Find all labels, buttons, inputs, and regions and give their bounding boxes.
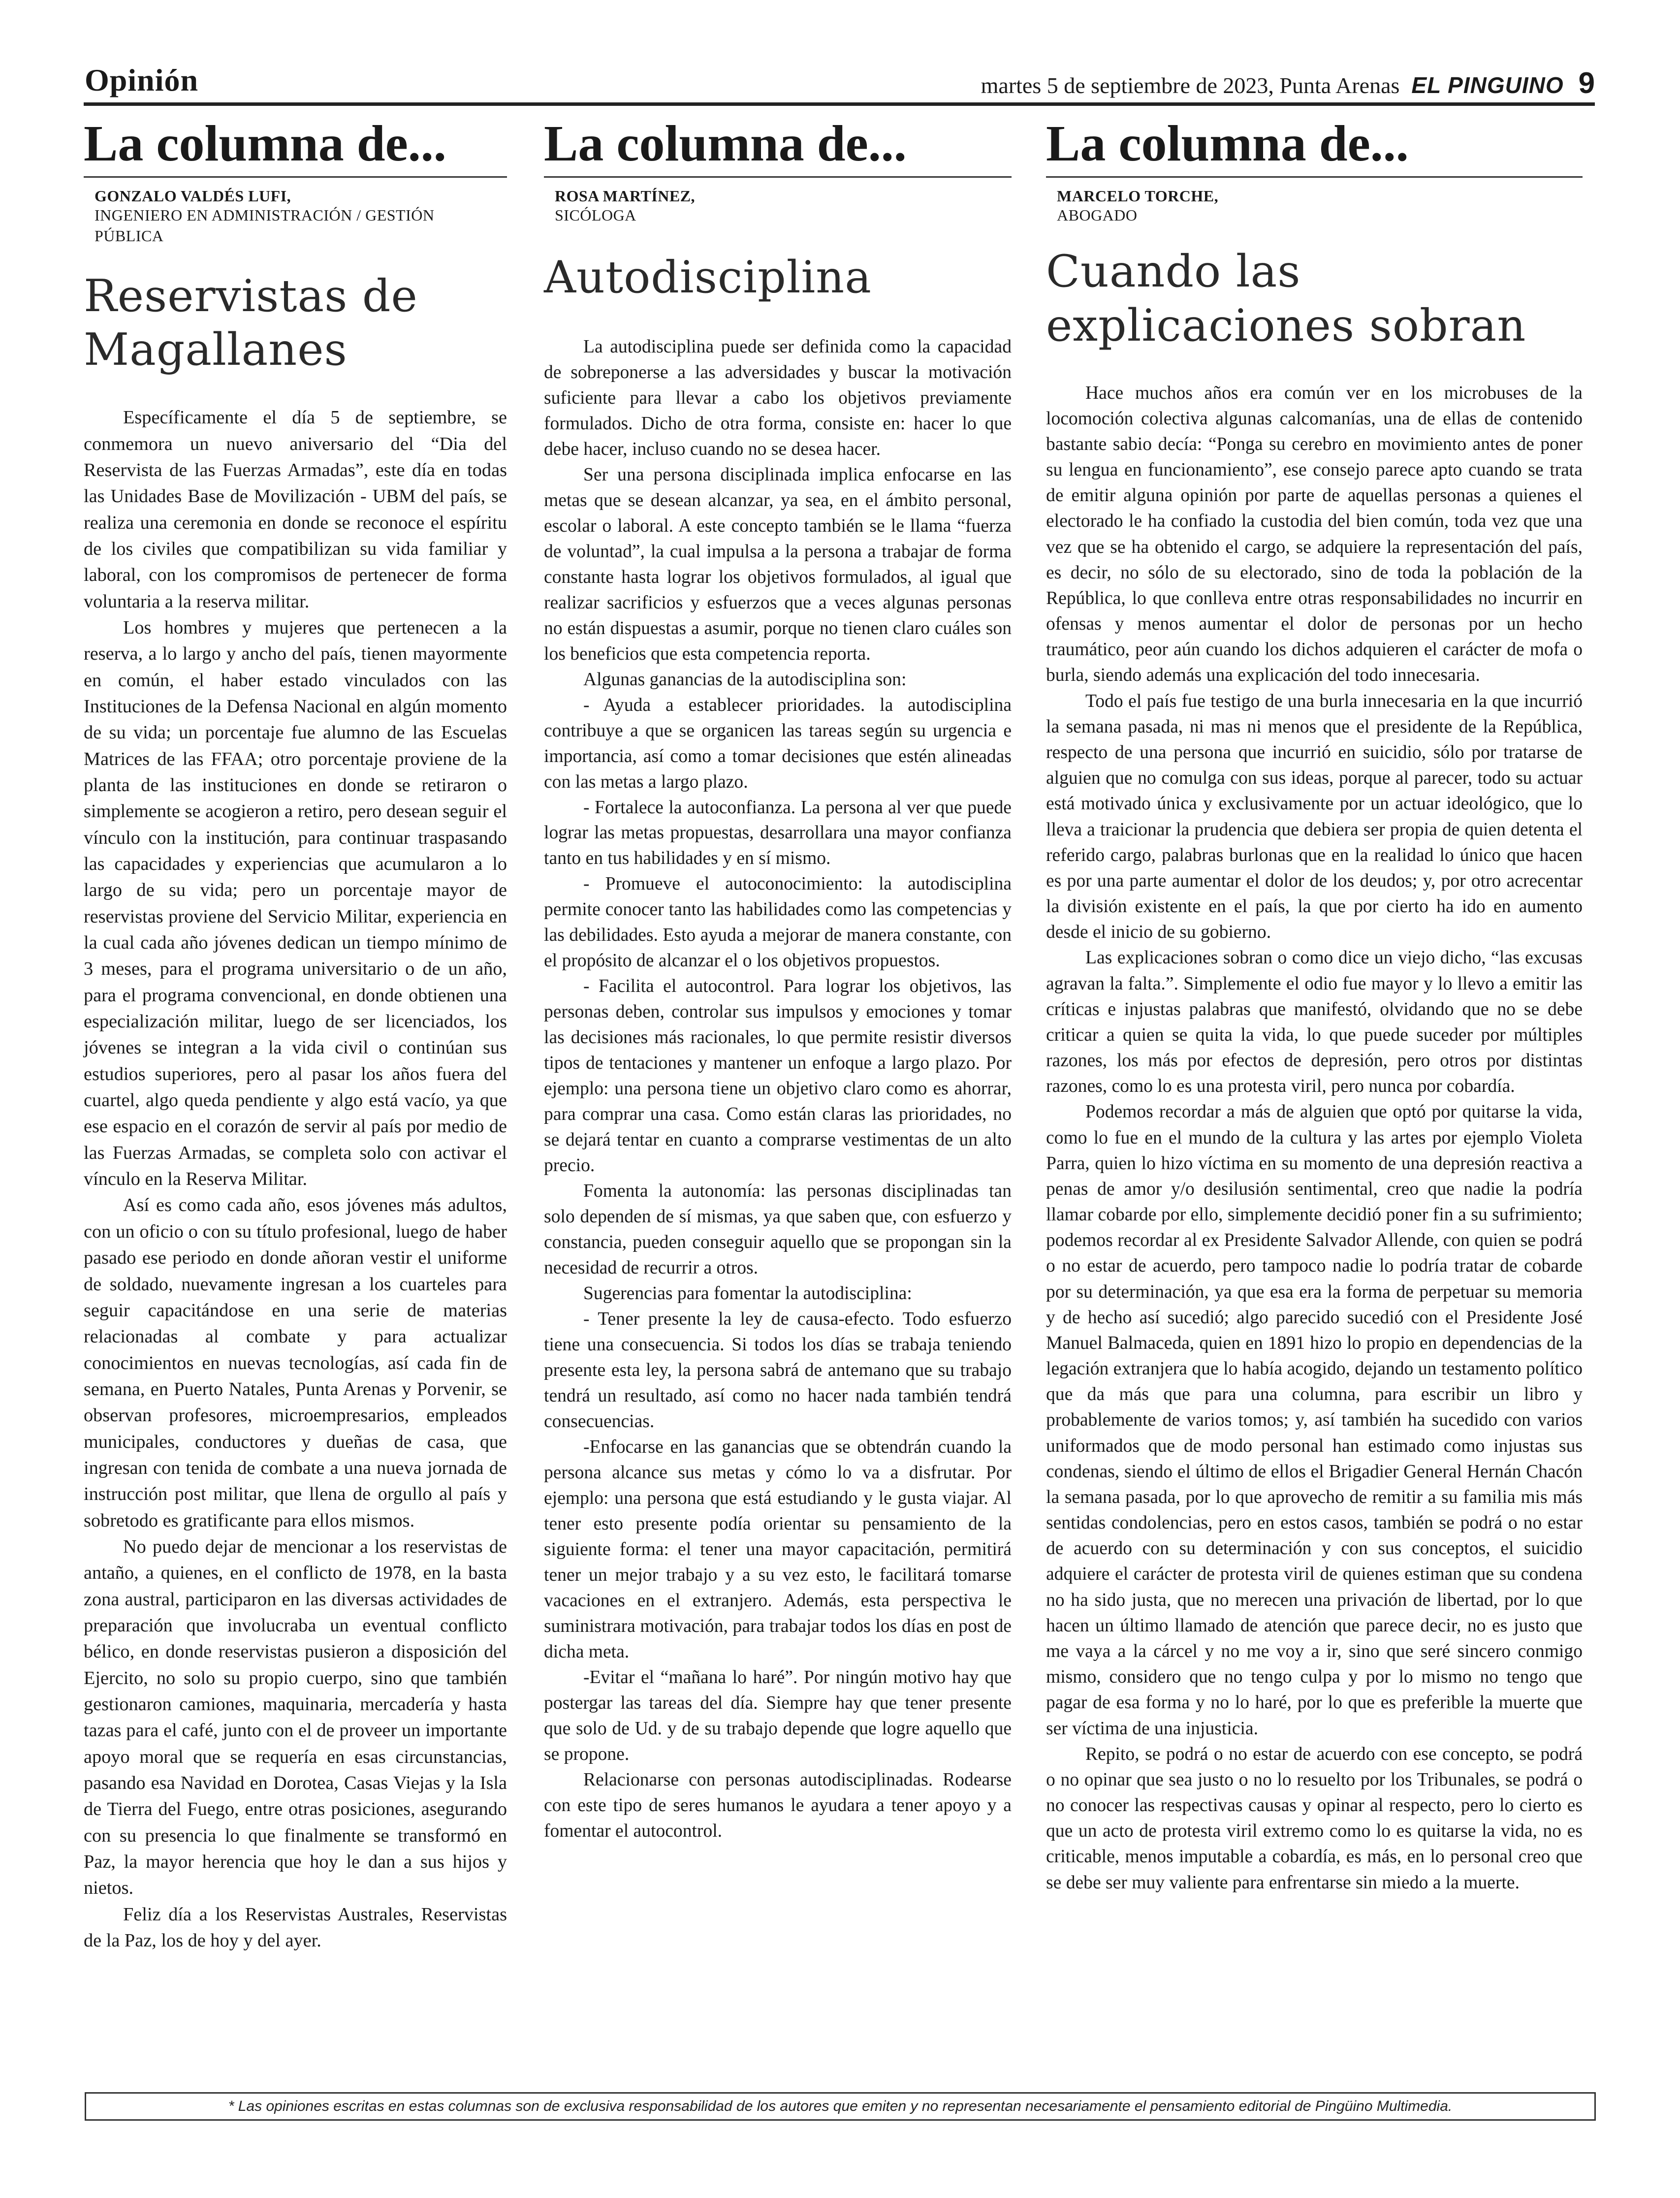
paragraph: - Facilita el autocontrol. Para lograr los objetivos, las personas deben, controlar sus impulsos y emociones y tomar las decisiones más racionales, lo que permite resistir diversos tipos de tentaciones y mantener un enfoque a largo plazo. Por ejemplo: una persona tiene un objetivo claro como es ahorrar, para comprar una casa. Como están claras las prioridades, no se dejará tentar en cuanto a comprarse vestimentas de un alto precio. [544,976,1012,1176]
opinion-column-1 [84,115,507,1954]
footer-disclaimer: * Las opiniones escritas en estas columnas son de exclusiva responsabilidad de los autores que emiten y no representan necesariamente el pensamiento editorial de Pingüino Multimedia. [85,2092,1596,2121]
paragraph: -Enfocarse en las ganancias que se obtendrán cuando la persona alcance sus metas y cómo lo va a disfrutar. Por ejemplo: una persona que está estudiando y le gusta viajar. Al tener esto presente podía orientar su pensamiento de la siguiente forma: el tener una mayor capacitación, permitirá tener un mejor trabajo y a su vez esto, le facilitará tomarse vacaciones en el extranjero. Además, esta perspectiva le suministrara motivación, para trabajar todos los días en post de dicha meta. [544,1437,1012,1662]
paragraph: -Evitar el “mañana lo haré”. Por ningún motivo hay que postergar las tareas del día. Siempre hay que tener presente que solo de Ud. y de su trabajo depende que logre aquello que se propone. [544,1667,1012,1764]
page-number: 9 [1578,66,1595,99]
author-name: ROSA MARTÍNEZ, [555,187,696,205]
paragraph: Hace muchos años era común ver en los microbuses de la locomoción colectiva algunas calcomanías, una de ellas de contenido bastante sabio decía: “Ponga su cerebro en movimiento antes de poner su lengua en funcionamiento”, ese consejo parece apto cuando se trata de emitir alguna opinión por parte de aquellas personas a quienes el electorado le ha confiado la custodia del bien común, toda vez que una vez que se ha obtenido el cargo, se adquiere la representación del país, es decir, no sólo de su electorado, sino de toda la población de la República, lo que conlleva entre otras responsabilidades no incurrir en ofensas y menos aumentar el dolor de personas por un hecho traumático, peor aún cuando los dichos adquieren el carácter de mofa o burla, siendo además una explicación del todo innecesaria. [1046,382,1583,686]
column-kicker: La columna de... [544,118,1012,178]
paragraph: Fomenta la autonomía: las personas disciplinadas tan solo dependen de sí mismas, ya que saben que, con esfuerzo y constancia, pueden conseguir aquello que se propongan sin la necesidad de recurrir a otros. [544,1181,1012,1278]
opinion-column-2 [544,115,1012,1844]
paragraph: - Tener presente la ley de causa-efecto. Todo esfuerzo tiene una consecuencia. Si todos los días se trabaja teniendo presente esta ley, la persona sabrá de antemano que su trabajo tendrá un resultado, así como no hacer nada también tendrá consecuencias. [544,1309,1012,1432]
author-role: SICÓLOGA [555,206,636,224]
paragraph: Todo el país fue testigo de una burla innecesaria en la que incurrió la semana pasada, ni mas ni menos que el presidente de la República, respecto de una persona que incurrió en suicidio, sólo por tratarse de alguien que no comulga con sus ideas, porque al parecer, todo su actuar está motivado única y exclusivamente por un actuar ideológico, que lo lleva a traicionar la prudencia que debiera ser propia de quien detenta el referido cargo, palabras burlonas que en la realidad lo único que hacen es por una parte aumentar el dolor de los deudos; y, por otro acrecentar la división existente en el país, la que por cierto ha ido en aumento desde el inicio de su gobierno. [1046,691,1583,943]
author-name: GONZALO VALDÉS LUFI, [95,187,291,205]
date-line: martes 5 de septiembre de 2023, Punta Arenas [981,73,1400,98]
article-headline: Autodisciplina [544,251,872,303]
paragraph: Específicamente el día 5 de septiembre, se conmemora un nuevo aniversario del “Dia del Reservista de las Fuerzas Armadas”, este día en todas las Unidades Base de Movilización - UBM del país, se realiza una ceremonia en donde se reconoce el espíritu de los civiles que compatibilizan su vida familiar y laboral, con los compromisos de pertenecer de forma voluntaria a la reserva militar. [84,407,507,612]
paragraph: Algunas ganancias de la autodisciplina son: [583,669,907,690]
paragraph: - Ayuda a establecer prioridades. la autodisciplina contribuye a que se organicen las tareas según su urgencia e importancia, así como a tomar decisiones que estén alineadas con las metas a largo plazo. [544,695,1012,792]
paragraph: Las explicaciones sobran o como dice un viejo dicho, “las excusas agravan la falta.”. Simplemente el odio fue mayor y lo llevo a emitir las críticas e injustas palabras que manifestó, olvidando que no se debe criticar a quien se quita la vida, lo que puede suceder por múltiples razones, los más por efectos de depresión, pero otros por distintas razones, como lo es una protesta viril, pero nunca por cobardía. [1046,948,1583,1097]
column-kicker: La columna de... [84,118,507,178]
paragraph: Podemos recordar a más de alguien que optó por quitarse la vida, como lo fue en el mundo de la cultura y las artes por ejemplo Violeta Parra, quien lo hizo víctima en su momento de una depresión reactiva a penas de amor y/o desilusión sentimental, creo que nadie la podría llamar cobarde por ello, simplemente decidió poner fin a su sufrimiento; podemos recordar al ex Presidente Salvador Allende, con quien se podrá o no estar de acuerdo, pero tampoco nadie lo podría tratar de cobarde por su determinación, ya que esa era la forma de perpetuar su memoria y de hecho así sucedió; algo parecido sucedió con el Presidente José Manuel Balmaceda, quien en 1891 hizo lo propio en dependencias de la legación extranjera que lo había acogido, dejando un testamento político que da más que para una columna, para escribir un libro y probablemente de varios tomos; y, así también ha sucedido con varios uniformados que de modo personal han estimado como injustas sus condenas, siendo el último de ellos el Brigadier General Hernán Chacón la semana pasada, por lo que aprovecho de remitir a su familia mis más sentidas condolencias, pero en estos casos, también se podrá o no estar de acuerdo con su determinación y con sus conceptos, el suicidio adquiere el carácter de protesta viril de quienes estiman que su condena no ha sido justa, que no merecen una privación de libertad, por lo que hacen un último llamado de atención que parece decir, no es justo que me vaya a la cárcel y no me voy a ir, sino que seré sincero conmigo mismo, considero que no tengo culpa y por lo mismo no tengo que pagar de esa forma y no lo haré, por lo que es preferible la muerte que ser víctima de una injusticia. [1046,1102,1583,1739]
paragraph: Sugerencias para fomentar la autodisciplina: [583,1283,912,1304]
paragraph: Ser una persona disciplinada implica enfocarse en las metas que se desean alcanzar, ya sea, en el ámbito personal, escolar o laboral. A este concepto también se le llama “fuerza de voluntad”, la cual impulsa a la persona a trabajar de forma constante hasta lograr los objetivos formulados, al igual que realizar sacrificios y esfuerzos que a veces algunas personas no están dispuestas a asumir, porque no tienen claro cuáles son los beneficios que esta competencia reporta. [544,464,1012,664]
article-body [84,405,507,1954]
paragraph: No puedo dejar de mencionar a los reservistas de antaño, a quienes, en el conflicto de 1978, en la basta zona austral, participaron en las diversas actividades de preparación que involucraba un eventual conflicto bélico, en donde reservistas pusieron a disposición del Ejercito, no solo su propio cuerpo, sino que también gestionaron camiones, maquinaria, mercadería y hasta tazas para el café, junto con el de proveer un importante apoyo moral que se requería en esas circunstancias, pasando esa Navidad en Dorotea, Casas Viejas y la Isla de Tierra del Fuego, entre otras posiciones, asegurando con su presencia lo que finalmente se transformó en Paz, la mayor herencia que hoy le dan a sus hijos y nietos. [84,1536,507,1899]
paragraph: - Promueve el autoconocimiento: la autodisciplina permite conocer tanto las habilidades como las competencias y las debilidades. Esto ayuda a mejorar de manera constante, con el propósito de alcanzar el o los objetivos propuestos. [544,874,1012,971]
header-info [981,66,1595,100]
column-kicker: La columna de... [1046,118,1583,178]
author-role: INGENIERO EN ADMINISTRACIÓN / GESTIÓN PÚBLICA [95,206,435,245]
newspaper-logo: EL PINGUINO [1411,72,1564,98]
article-headline: Reservistas de Magallanes [84,270,418,376]
paragraph: Así es como cada año, esos jóvenes más adultos, con un oficio o con su título profesional, luego de haber pasado ese periodo en donde añoran vestir el uniforme de soldado, nuevamente ingresan a los cuarteles para seguir capacitándose en una serie de materias relacionadas al combate y para actualizar conocimientos en nuevas tecnologías, así cada fin de semana, en Puerto Natales, Punta Arenas y Porvenir, se observan profesores, microempresarios, empleados municipales, conductores y dueñas de casa, que ingresan con tenida de combate a una nueva jornada de instrucción post militar, que llena de orgullo al país y sobretodo es gratificante para ellos mismos. [84,1195,507,1531]
page-header [84,58,1595,106]
paragraph: Feliz día a los Reservistas Australes, Reservistas de la Paz, los de hoy y del ayer. [84,1904,507,1951]
article-headline: Cuando las explicaciones sobran [1046,245,1526,351]
section-name: Opinión [85,63,199,97]
author-role: ABOGADO [1057,206,1138,224]
paragraph: - Fortalece la autoconfianza. La persona al ver que puede lograr las metas propuestas, desarrollara una mayor confianza tanto en tus habilidades y en sí mismo. [544,797,1012,869]
paragraph: La autodisciplina puede ser definida como la capacidad de sobreponerse a las adversidades y buscar la motivación suficiente para llevar a cabo los objetivos previamente formulados. Dicho de otra forma, consiste en: hacer lo que debe hacer, incluso cuando no se desea hacer. [544,336,1012,459]
article-body [544,334,1012,1844]
paragraph: Repito, se podrá o no estar de acuerdo con ese concepto, se podrá o no opinar que sea justo o no lo resuelto por los Tribunales, se podrá o no conocer las respectivas causas y opinar al respecto, pero lo cierto es que un acto de protesta viril extremo como lo es quitarse la vida, no es criticable, menos imputable a cobardía, es más, en lo personal creo que se debe ser muy valiente para enfrentarse sin miedo a la muerte. [1046,1744,1583,1893]
opinion-column-3 [1046,115,1583,1896]
author-name: MARCELO TORCHE, [1057,187,1219,205]
paragraph: Relacionarse con personas autodisciplinadas. Rodearse con este tipo de seres humanos le ayudara a tener apoyo y a fomentar el autocontrol. [544,1769,1012,1841]
paragraph: Los hombres y mujeres que pertenecen a la reserva, a lo largo y ancho del país, tienen mayormente en común, el haber estado vinculados con las Instituciones de la Defensa Nacional en algún momento de su vida; un porcentaje fue alumno de las Escuelas Matrices de las FFAA; otro porcentaje proviene de la planta de las instituciones en donde se retiraron o simplemente se acogieron a retiro, pero desean seguir el vínculo con la institución, para continuar traspasando las capacidades y experiencias que acumularon a lo largo de su vida; pero un porcentaje mayor de reservistas proviene del Servicio Militar, experiencia en la cual cada año jóvenes dedican un tiempo mínimo de 3 meses, para el programa universitario o de un año, para el programa convencional, en donde obtienen una especialización militar, luego de ser licenciados, los jóvenes se integran a la vida civil o continúan sus estudios superiores, pero al pasar los años fuera del cuartel, algo queda pendiente y algo está vacío, ya que ese espacio en el corazón de servir al país por medio de las Fuerzas Armadas, se completa solo con activar el vínculo en la Reserva Militar. [84,617,507,1190]
article-body [1046,381,1583,1896]
